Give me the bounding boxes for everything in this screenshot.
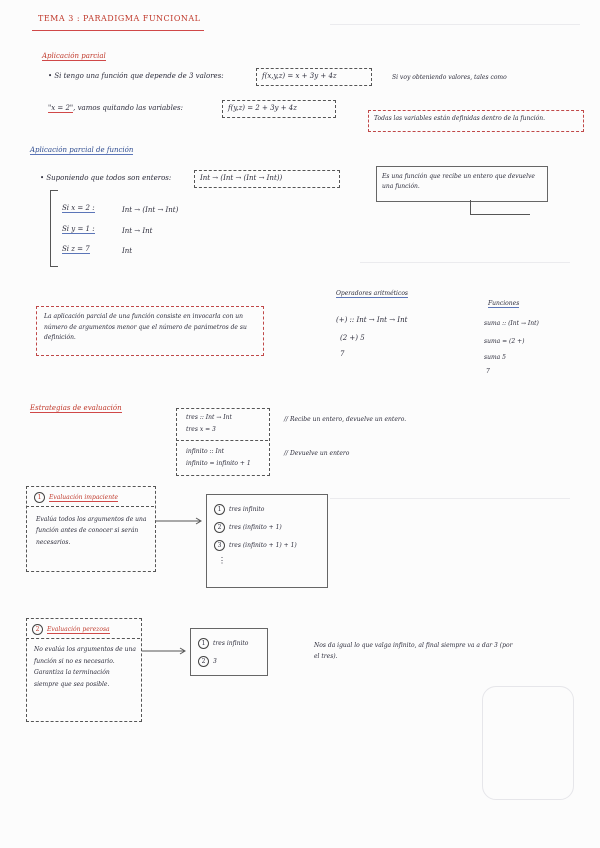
lazy-step-1 [198,638,248,649]
formula2-text: f(y,z) = 2 + 3y + 4z [228,104,297,112]
ops-line-1: (+) :: Int → Int → Int [336,316,408,324]
eager-step-3 [214,540,297,551]
step-text: tres (infinito + 1) + 1) [229,542,297,549]
funcs-line-1: suma :: (Int → Int) [484,320,539,327]
code-line-2: tres x = 3 [186,426,216,433]
step-text: tres infinito [213,640,249,647]
step-text: tres (infinito + 1) [229,524,282,531]
step-number-icon: 2 [198,656,209,667]
section-heading-partial-application: Aplicación parcial [42,52,106,60]
line2-start: "x = 2" [48,104,74,112]
bleed-through-line [360,262,570,263]
step-number-icon: 2 [214,522,225,533]
bleed-through-line [330,498,570,499]
eager-step-2 [214,522,282,533]
line2-mid: , vamos quitando las variables: [73,104,183,112]
bleed-through-line [330,24,580,25]
section-heading-evaluation: Estrategias de evaluación [30,404,122,412]
eager-step-1 [214,504,264,515]
right-note: Si voy obteniendo valores, tales como [392,74,507,81]
ops-heading: Operadores aritméticos [336,290,409,297]
signature-text: Int → (Int → (Int → Int)) [200,174,283,182]
ops-line-3: 7 [340,350,345,358]
eager-desc-text: Evalúa todos los argumentos de una función antes de conocer si serán necesarios. [36,516,147,546]
definition-content: La aplicación parcial de una función consiste en invocarla con un número de argumentos menor que el número de parámetros de su definición. [44,313,247,341]
lazy-desc-text: No evalúa los argumentos de una función si no es necesario. Garantiza la terminación siempre que sea posible. [34,646,136,689]
lazy-title-text: Evaluación perezosa [47,626,110,633]
eager-title [34,492,118,503]
rows-bracket-top [50,190,58,191]
eager-number-icon: 1 [34,492,45,503]
lazy-number-icon: 2 [32,624,43,635]
eager-arrow-icon [156,516,206,526]
lazy-steps-box [190,628,268,676]
row-label-3: Si z = 7 [62,245,90,253]
bleed-through-shape [482,686,574,800]
side-note-text [382,172,542,191]
lazy-note-text: Nos da igual lo que valga infinito, al final siempre va a dar 3 (por el tres). [314,642,513,661]
suppose-text: Suponiendo que todos son enteros: [46,174,172,182]
side-note-content: Es una función que recibe un entero que devuelve una función. [382,173,535,190]
line1-text: Si tengo una función que depende de 3 valores: [54,72,224,80]
code-note-1: // Recibe un entero, devuelve un entero. [284,416,407,423]
lazy-note [314,640,514,663]
row-value-1: Int → (Int → Int) [122,206,179,214]
definition-text [44,312,258,344]
section-heading-function-partial: Aplicación parcial de función [30,146,134,154]
bullet-line-2 [48,104,183,112]
funcs-line-2: suma = (2 +) [484,338,525,345]
rows-bracket-bottom [50,266,58,267]
step-number-icon: 1 [214,504,225,515]
code-note-2: // Devuelve un entero [284,450,350,457]
rows-bracket [50,190,51,266]
lazy-title [32,624,110,635]
ops-line-2: (2 +) 5 [340,334,365,342]
step-text: tres infinito [229,506,265,513]
eager-box-divider [26,506,154,507]
formula1-text: f(x,y,z) = x + 3y + 4z [262,72,337,80]
lazy-step-2 [198,656,217,667]
row-value-2: Int → Int [122,227,153,235]
bullet-line-1 [48,72,224,80]
page-title-text: TEMA 3 : PARADIGMA FUNCIONAL [38,14,201,23]
lazy-arrow-icon [142,646,190,656]
eager-dots: ⋮ [218,556,226,565]
bullet-dot: • [40,174,47,182]
bullet-dot: • [48,72,55,80]
code-line-3: infinito :: Int [186,448,225,455]
row-label-2: Si y = 1 : [62,225,95,233]
code-box-divider [176,440,268,441]
lazy-box-divider [26,638,140,639]
suppose-line [40,174,171,182]
lazy-desc [34,644,136,691]
code-line-1: tres :: Int → Int [186,414,232,421]
title-underline [32,30,204,31]
row-label-1: Si x = 2 : [62,204,95,212]
page-title [38,14,200,23]
funcs-line-3: suma 5 [484,354,506,361]
row-value-3: Int [122,247,133,255]
connector-line [470,200,471,214]
code-line-4: infinito = infinito + 1 [186,460,251,467]
funcs-heading: Funciones [488,300,520,307]
funcs-line-4: 7 [486,368,490,375]
step-number-icon: 1 [198,638,209,649]
boxed-note-text: Todas las variables están definidas dentro de la función. [374,115,546,122]
eager-desc [36,514,148,548]
connector-line [470,214,530,215]
step-number-icon: 3 [214,540,225,551]
step-text: 3 [213,658,217,665]
eager-title-text: Evaluación impaciente [49,494,119,501]
